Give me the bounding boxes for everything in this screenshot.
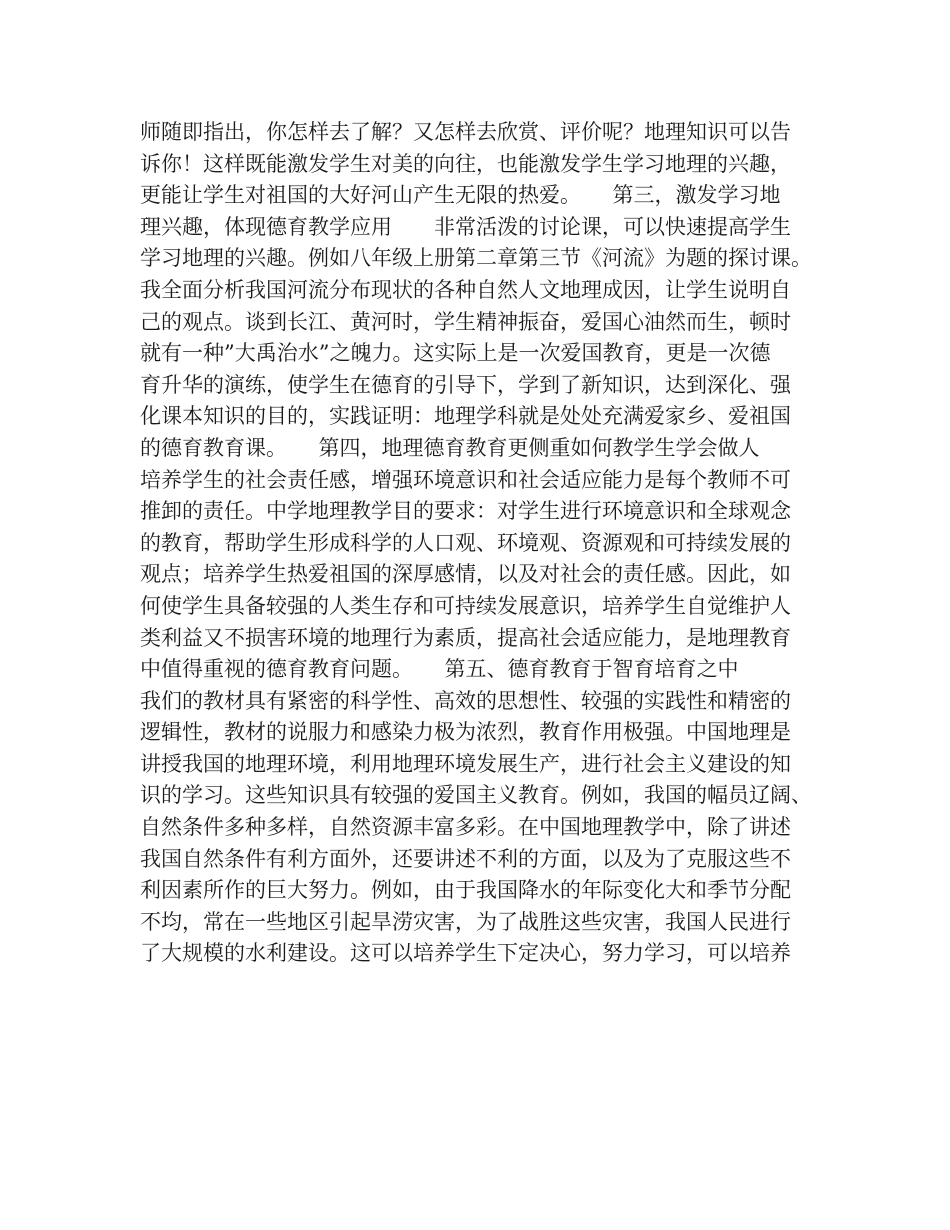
text-line-15: 观点；培养学生热爱祖国的深厚感情，以及对社会的责任感。因此，如	[140, 562, 791, 587]
text-line-22: 识的学习。这些知识具有较强的爱国主义教育。例如，我国的幅员辽阔、	[140, 783, 812, 808]
text-line-27: 了大规模的水利建设。这可以培养学生下定决心，努力学习，可以培养	[140, 941, 791, 966]
text-line-23: 自然条件多种多样，自然资源丰富多彩。在中国地理教学中，除了讲述	[140, 815, 791, 840]
text-line-12: 培养学生的社会责任感，增强环境意识和社会适应能力是每个教师不可	[140, 467, 791, 492]
text-line-26: 不均，常在一些地区引起旱涝灾害，为了战胜这些灾害，我国人民进行	[140, 909, 791, 934]
text-line-2: 诉你！这样既能激发学生对美的向往，也能激发学生学习地理的兴趣，	[140, 151, 791, 176]
text-line-11: 的德育教育课。 第四，地理德育教育更侧重如何教学生学会做人	[140, 435, 760, 460]
text-line-21: 讲授我国的地理环境，利用地理环境发展生产，进行社会主义建设的知	[140, 751, 791, 776]
text-line-3: 更能让学生对祖国的大好河山产生无限的热爱。 第三，激发学习地	[140, 183, 781, 208]
text-line-7: 己的观点。谈到长江、黄河时，学生精神振奋，爱国心油然而生，顿时	[140, 309, 791, 334]
text-line-16: 何使学生具备较强的人类生存和可持续发展意识，培养学生自觉维护人	[140, 593, 791, 618]
text-line-13: 推卸的责任。中学地理教学目的要求：对学生进行环境意识和全球观念	[140, 499, 791, 524]
text-line-9: 育升华的演练，使学生在德育的引导下，学到了新知识，达到深化、强	[140, 372, 791, 397]
text-line-10: 化课本知识的目的，实践证明：地理学科就是处处充满爱家乡、爱祖国	[140, 404, 791, 429]
text-line-17: 类利益又不损害环境的地理行为素质，提高社会适应能力，是地理教育	[140, 625, 791, 650]
text-line-8: 就有一种”大禹治水”之魄力。这实际上是一次爱国教育，更是一次德	[140, 341, 771, 366]
body-text	[140, 117, 820, 970]
text-line-19: 我们的教材具有紧密的科学性、高效的思想性、较强的实践性和精密的	[140, 688, 791, 713]
text-line-5: 学习地理的兴趣。例如八年级上册第二章第三节《河流》为题的探讨课。	[140, 246, 812, 271]
text-line-25: 利因素所作的巨大努力。例如，由于我国降水的年际变化大和季节分配	[140, 878, 791, 903]
text-line-20: 逻辑性，教材的说服力和感染力极为浓烈，教育作用极强。中国地理是	[140, 720, 791, 745]
text-line-4: 理兴趣，体现德育教学应用 非常活泼的讨论课，可以快速提高学生	[140, 214, 791, 239]
text-line-18: 中值得重视的德育教育问题。 第五、德育教育于智育培育之中	[140, 657, 739, 682]
text-line-6: 我全面分析我国河流分布现状的各种自然人文地理成因，让学生说明自	[140, 277, 791, 302]
text-line-1: 师随即指出，你怎样去了解？又怎样去欣赏、评价呢？地理知识可以告	[140, 120, 791, 144]
text-line-14: 的教育，帮助学生形成科学的人口观、环境观、资源观和可持续发展的	[140, 530, 791, 555]
text-line-24: 我国自然条件有利方面外，还要讲述不利的方面，以及为了克服这些不	[140, 846, 791, 871]
